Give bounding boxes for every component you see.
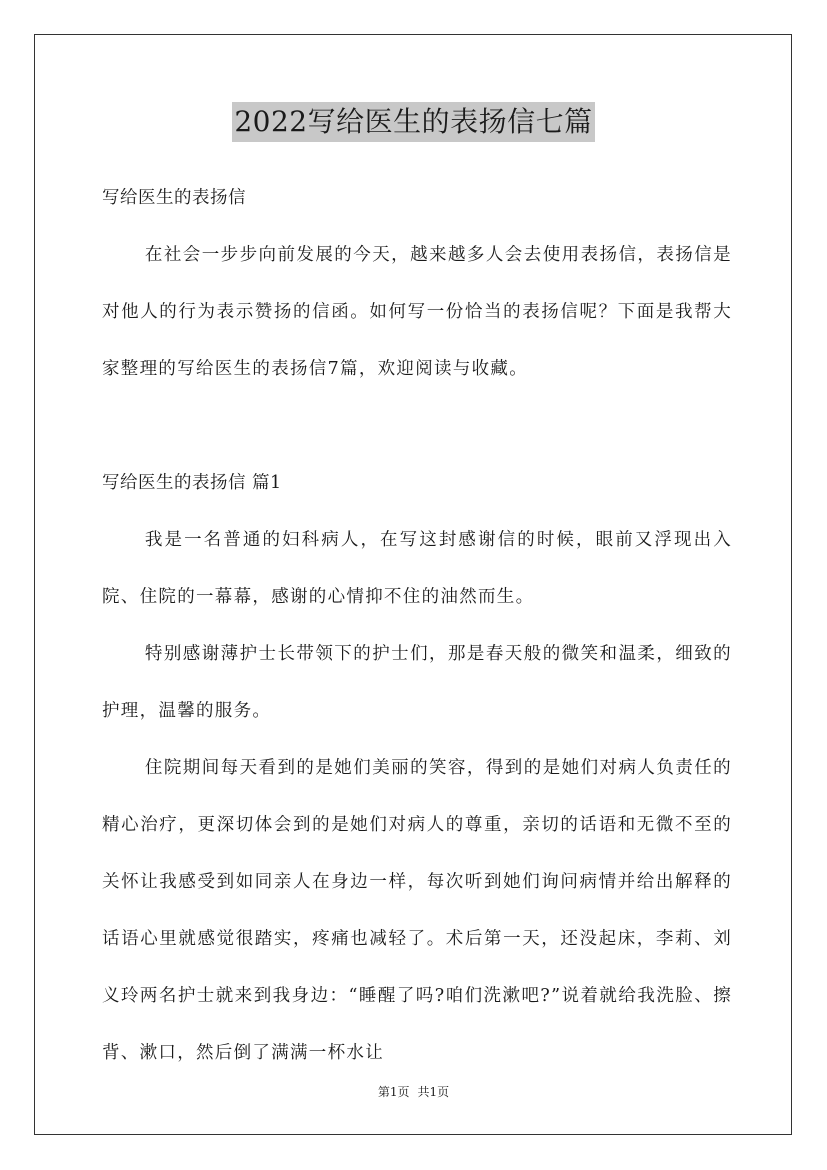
document-title: 2022写给医生的表扬信七篇 — [232, 102, 594, 142]
section1-paragraph-1: 我是一名普通的妇科病人，在写这封感谢信的时候，眼前又浮现出入院、住院的一幕幕，感谢的心情抑不住的油然而生。 — [102, 530, 732, 607]
section1-paragraph-2: 特别感谢薄护士长带领下的护士们，那是春天般的微笑和温柔，细致的护理，温馨的服务。 — [102, 644, 732, 721]
intro-heading: 写给医生的表扬信 — [102, 188, 246, 208]
section1-paragraph-3: 住院期间每天看到的是她们美丽的笑容，得到的是她们对病人负责任的精心治疗，更深切体会到的是她们对病人的尊重，亲切的话语和无微不至的关怀让我感受到如同亲人在身边一样，每次听到她们询问病情并给出解释的话语心里就感觉很踏实，疼痛也减轻了。术后第一天，还没起床，李莉、刘义玲两名护士就来到我身边：“睡醒了吗?咱们洗漱吧?”说着就给我洗脸、擦背、漱口，然后倒了满满一杯水让 — [102, 758, 732, 1063]
page-footer — [0, 1083, 827, 1101]
title-container — [0, 102, 827, 142]
section1-heading: 写给医生的表扬信 篇1 — [102, 473, 282, 493]
document-body — [102, 170, 732, 1082]
page-number: 第1页 — [377, 1085, 410, 1099]
paragraph-spacer — [102, 398, 732, 455]
intro-paragraph: 在社会一步步向前发展的今天，越来越多人会去使用表扬信，表扬信是对他人的行为表示赞扬的信函。如何写一份恰当的表扬信呢？下面是我帮大家整理的写给医生的表扬信7篇，欢迎阅读与收藏。 — [102, 245, 732, 379]
page-total: 共1页 — [417, 1085, 450, 1099]
